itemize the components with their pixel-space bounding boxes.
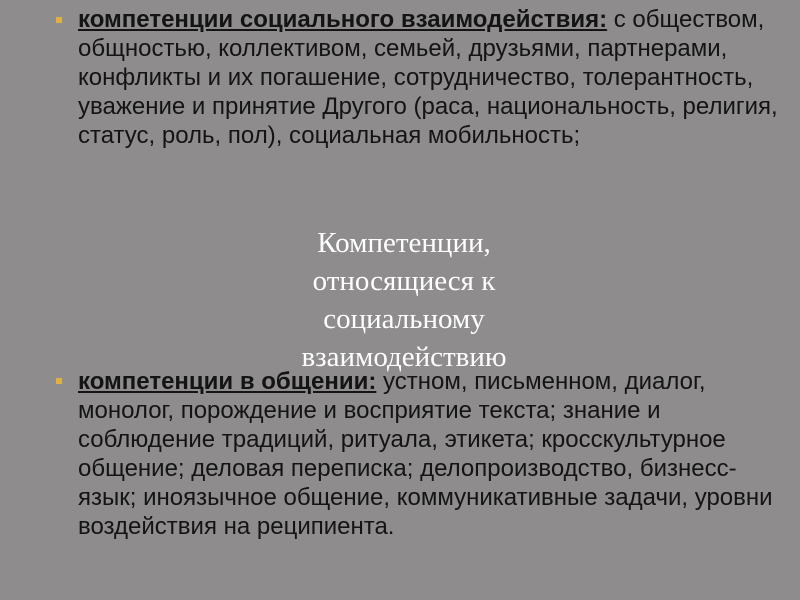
bullet-text: с обществом, общностью, коллективом, семьей, друзьями, партнерами, конфликты и их погашение, сотрудничество, толерантность, уважение и принятие Другого (раса, национальность, религия, статус, роль, пол), социальная мобильность; bbox=[78, 6, 778, 149]
social-interaction-bullet bbox=[78, 5, 778, 150]
bullet-term: компетенции в общении: bbox=[78, 368, 377, 395]
communication-bullet bbox=[78, 367, 778, 541]
bullet-term: компетенции социального взаимодействия: bbox=[78, 6, 608, 33]
bullet-text: устном, письменном, диалог, монолог, порождение и восприятие текста; знание и соблюдение традиций, ритуала, этикета; кросскультурное общение; деловая переписка; делопроизводство, бизнесс-язык; иноязычное общение, коммуникативные задачи, уровни воздействия на реципиента. bbox=[78, 368, 773, 540]
overlay-title: Компетенции, относящиеся к социальному взаимодействию bbox=[301, 227, 507, 373]
bullet-marker bbox=[56, 378, 62, 384]
bullet-marker bbox=[56, 17, 62, 23]
